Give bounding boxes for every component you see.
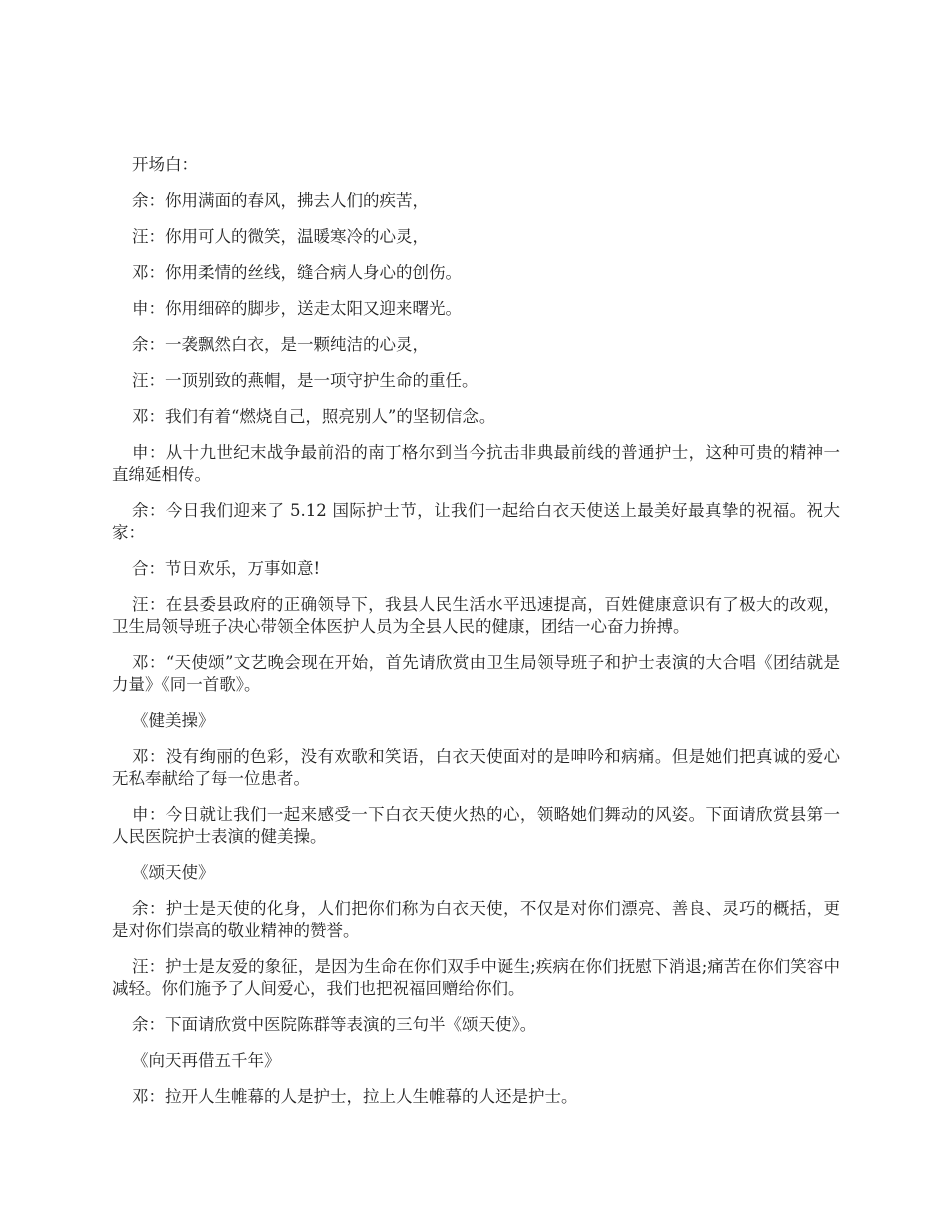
- paragraph: 合：节日欢乐，万事如意!: [132, 559, 321, 578]
- paragraph: 汪：你用可人的微笑，温暖寒冷的心灵，: [132, 227, 429, 246]
- document-page: [112, 154, 840, 1122]
- program-title: 《颂天使》: [132, 863, 215, 882]
- paragraph: 邓：“天使颂”文艺晚会现在开始，首先请欣赏由卫生局领导班子和护士表演的大合唱《团结就是力量》《同一首歌》。: [112, 653, 840, 694]
- paragraph: 申：从十九世纪末战争最前沿的南丁格尔到当今抗击非典最前线的普通护士，这种可贵的精神一直绵延相传。: [112, 443, 840, 484]
- program-title: 《向天再借五千年》: [132, 1051, 281, 1070]
- paragraph: 余：一袭飘然白衣，是一颗纯洁的心灵，: [132, 335, 429, 354]
- program-title: 《健美操》: [132, 711, 215, 730]
- paragraph: 余：下面请欣赏中医院陈群等表演的三句半《颂天使》。: [132, 1015, 537, 1034]
- paragraph: 申：今日就让我们一起来感受一下白衣天使火热的心，领略她们舞动的风姿。下面请欣赏县第一人民医院护士表演的健美操。: [112, 805, 840, 846]
- paragraph: 申：你用细碎的脚步，送走太阳又迎来曙光。: [132, 299, 462, 318]
- opening-heading: 开场白：: [132, 155, 198, 174]
- paragraph: 余：你用满面的春风，拂去人们的疾苦，: [132, 191, 429, 210]
- paragraph: 邓：没有绚丽的色彩，没有欢歌和笑语，白衣天使面对的是呻吟和病痛。但是她们把真诚的爱心无私奉献给了每一位患者。: [112, 747, 840, 788]
- paragraph: 邓：拉开人生帷幕的人是护士，拉上人生帷幕的人还是护士。: [132, 1087, 578, 1106]
- paragraph: 汪：护士是友爱的象征，是因为生命在你们双手中诞生;疾病在你们抚慰下消退;痛苦在你们笑容中减轻。你们施予了人间爱心，我们也把祝福回赠给你们。: [112, 957, 840, 998]
- paragraph: 邓：你用柔情的丝线，缝合病人身心的创伤。: [132, 263, 462, 282]
- paragraph: 邓：我们有着“燃烧自己，照亮别人”的坚韧信念。: [132, 407, 496, 426]
- paragraph: 汪：在县委县政府的正确领导下，我县人民生活水平迅速提高，百姓健康意识有了极大的改观，卫生局领导班子决心带领全体医护人员为全县人民的健康，团结一心奋力拚搏。: [112, 595, 840, 636]
- paragraph: 余：护士是天使的化身，人们把你们称为白衣天使，不仅是对你们漂亮、善良、灵巧的概括，更是对你们崇高的敬业精神的赞誉。: [112, 899, 840, 940]
- paragraph: 汪：一顶别致的燕帽，是一项守护生命的重任。: [132, 371, 479, 390]
- paragraph: 余：今日我们迎来了 5.12 国际护士节，让我们一起给白衣天使送上最美好最真挚的祝福。祝大家：: [112, 501, 840, 542]
